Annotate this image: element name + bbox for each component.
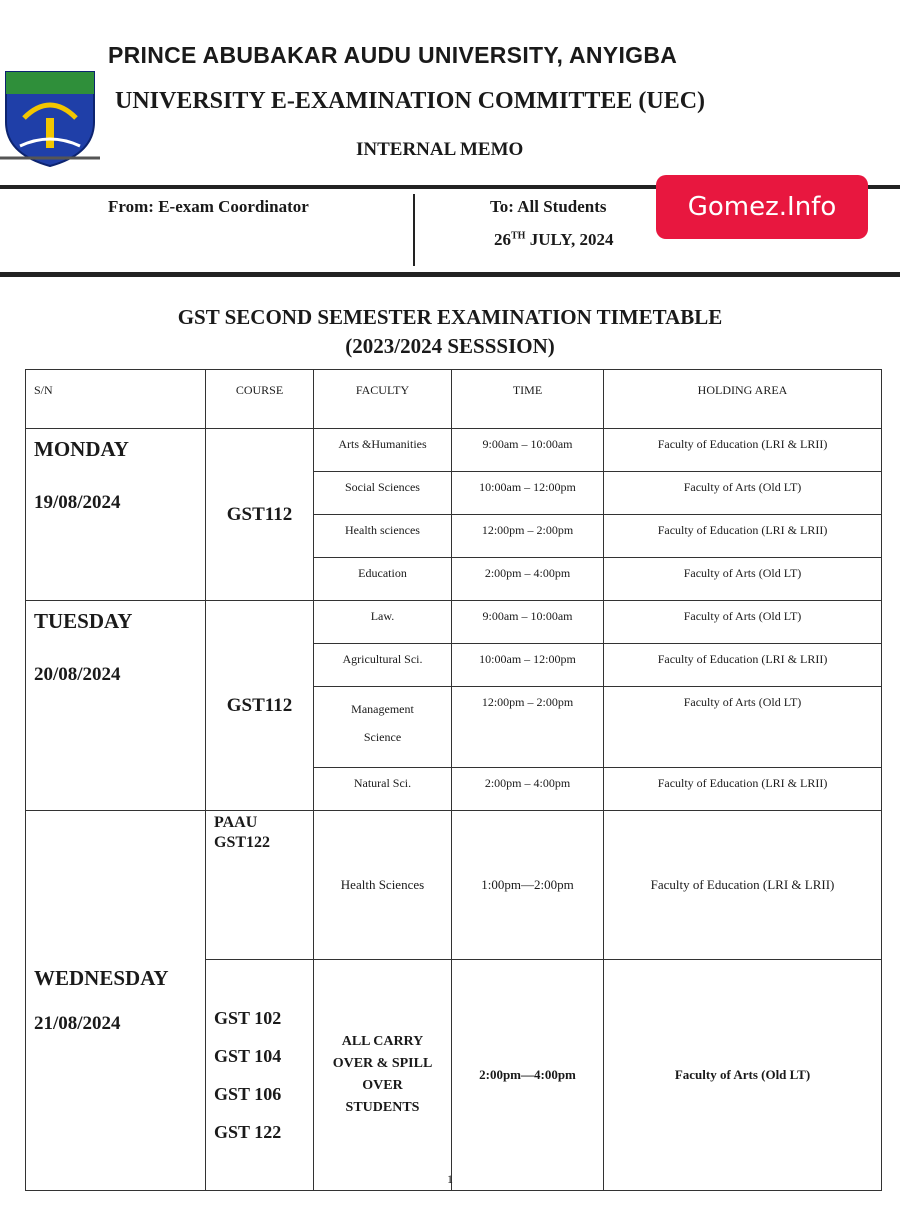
time-cell: 1:00pm—2:00pm [452,811,604,960]
faculty-cell: Social Sciences [314,472,452,515]
holding-area-cell: Faculty of Education (LRI & LRII) [604,768,882,811]
time-cell: 2:00pm – 4:00pm [452,558,604,601]
holding-area-cell: Faculty of Education (LRI & LRII) [604,644,882,687]
faculty-cell: Law. [314,601,452,644]
day-date: 20/08/2024 [34,664,121,685]
col-holding-area: HOLDING AREA [604,370,882,429]
col-time: TIME [452,370,604,429]
timetable [25,369,882,1191]
faculty-cell: Health Sciences [314,811,452,960]
day-name: WEDNESDAY [34,966,169,990]
faculty-cell: Education [314,558,452,601]
day-cell-tuesday [26,601,206,811]
course-cell: GST112 [206,429,314,601]
col-course: COURSE [206,370,314,429]
table-row [26,601,882,644]
date-rest: JULY, 2024 [525,230,614,249]
memo-to: To: All Students [490,197,607,216]
course-item: GST 104 [214,1046,282,1066]
col-sn: S/N [26,370,206,429]
time-cell: 2:00pm – 4:00pm [452,768,604,811]
memo-date [494,230,613,250]
holding-area-cell: Faculty of Arts (Old LT) [604,960,882,1191]
table-row [26,429,882,472]
bottom-divider [0,272,900,277]
memo-type: INTERNAL MEMO [356,139,524,160]
day-date: 21/08/2024 [34,1013,121,1034]
time-cell: 12:00pm – 2:00pm [452,687,604,768]
col-faculty: FACULTY [314,370,452,429]
page-number: 1 [447,1172,453,1186]
day-name: MONDAY [34,437,129,461]
faculty-cell: Natural Sci. [314,768,452,811]
time-cell: 9:00am – 10:00am [452,429,604,472]
day-cell-wednesday [26,811,206,1191]
table-row [26,811,882,960]
university-logo [0,62,100,172]
time-cell: 10:00am – 12:00pm [452,472,604,515]
holding-area-cell: Faculty of Arts (Old LT) [604,472,882,515]
course-item: GST 102 [214,1008,282,1028]
time-cell: 2:00pm—4:00pm [452,960,604,1191]
faculty-cell: Agricultural Sci. [314,644,452,687]
holding-area-cell: Faculty of Arts (Old LT) [604,601,882,644]
day-date: 19/08/2024 [34,492,121,513]
holding-area-cell: Faculty of Arts (Old LT) [604,558,882,601]
course-item: GST 106 [214,1084,282,1104]
time-cell: 12:00pm – 2:00pm [452,515,604,558]
faculty-cell: ALL CARRY OVER & SPILL OVER STUDENTS [314,960,452,1191]
timetable-session: (2023/2024 SESSSION) [345,334,555,358]
day-cell-monday [26,429,206,601]
day-name: TUESDAY [34,609,133,633]
university-name: PRINCE ABUBAKAR AUDU UNIVERSITY, ANYIGBA [108,42,678,68]
holding-area-cell: Faculty of Education (LRI & LRII) [604,811,882,960]
time-cell: 10:00am – 12:00pm [452,644,604,687]
date-day: 26 [494,230,511,249]
date-suffix: TH [511,230,526,242]
holding-area-cell: Faculty of Arts (Old LT) [604,687,882,768]
time-cell: 9:00am – 10:00am [452,601,604,644]
faculty-cell: Management Science [314,687,452,768]
course-item: GST 122 [214,1122,282,1142]
watermark-badge: Gomez.Info [656,175,868,239]
faculty-cell: Health sciences [314,515,452,558]
holding-area-cell: Faculty of Education (LRI & LRII) [604,515,882,558]
committee-name: UNIVERSITY E-EXAMINATION COMMITTEE (UEC) [115,88,706,114]
table-header-row [26,370,882,429]
memo-divider [413,194,415,266]
course-cell: GST112 [206,601,314,811]
holding-area-cell: Faculty of Education (LRI & LRII) [604,429,882,472]
memo-from: From: E-exam Coordinator [108,197,309,216]
faculty-cell: Arts &Humanities [314,429,452,472]
course-list-cell [206,960,314,1191]
course-cell: PAAU GST122 [206,811,314,960]
timetable-title: GST SECOND SEMESTER EXAMINATION TIMETABLE [177,305,723,329]
